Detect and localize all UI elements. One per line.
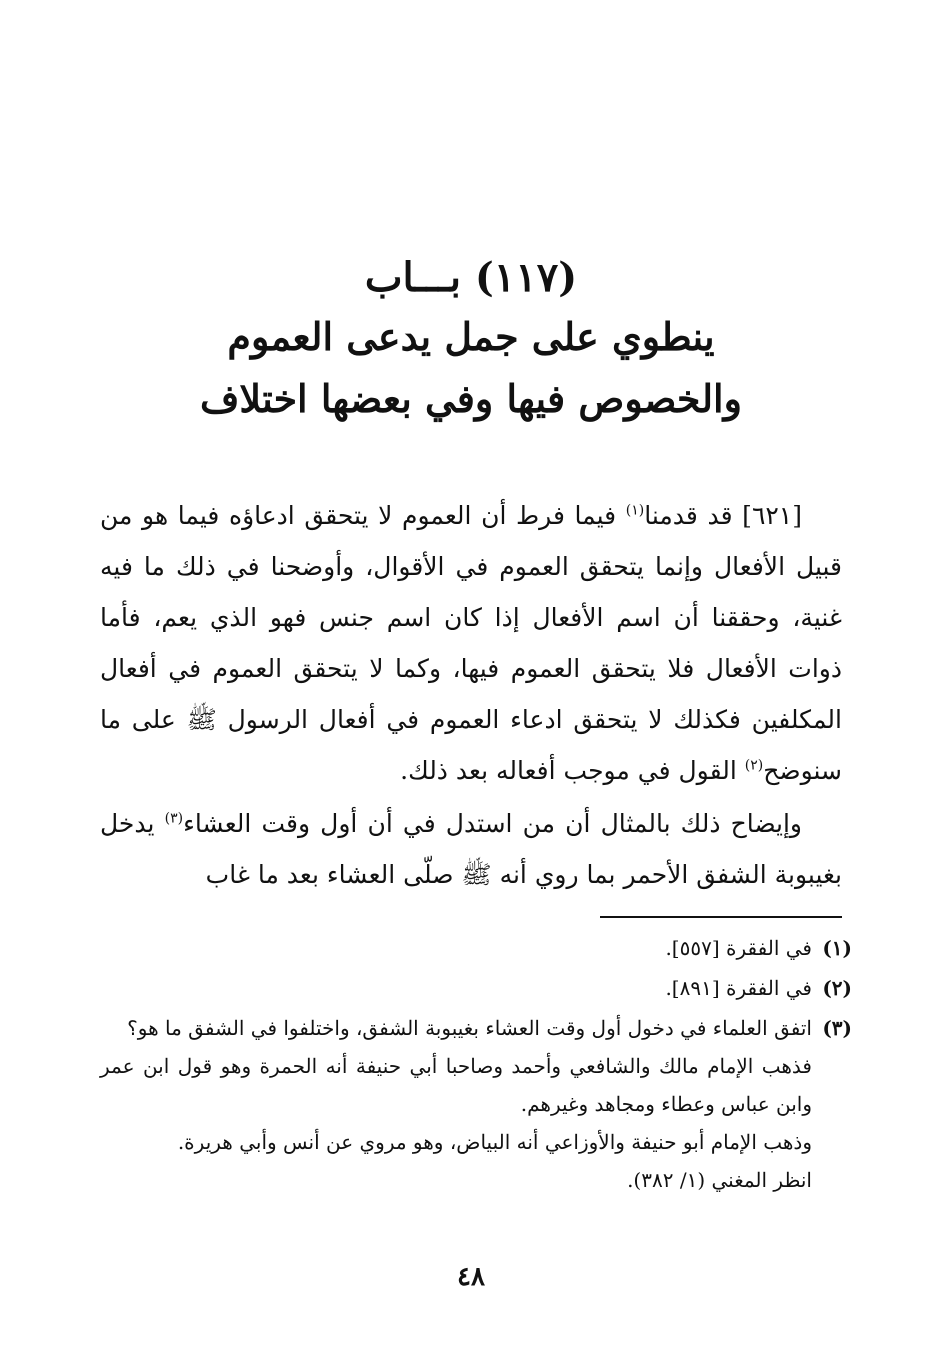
footnote-number: (١) (822, 936, 852, 960)
footnote-text: في الفقرة [٨٩١]. (665, 976, 812, 1000)
footnote-separator (600, 916, 842, 918)
chapter-number-title: (١١٧) بـــاب (364, 254, 578, 301)
footnote-number: (٢) (822, 976, 852, 1000)
paragraph-example (100, 798, 842, 900)
chapter-heading (100, 250, 842, 430)
footnote-text: وذهب الإمام أبو حنيفة والأوزاعي أنه البياض، وهو مروي عن أنس وأبي هريرة. (177, 1130, 812, 1154)
paragraph-text: فيما فرط أن العموم لا يتحقق ادعاؤه فيما هو من قبيل الأفعال وإنما يتحقق العموم في الأقوال، وأوضحنا في ذلك ما فيه غنية، وحققنا أن اسم الأفعال إذا كان اسم جنس فهو الذي يعم، فأما ذوات الأفعال فلا يتحقق العموم فيها، وكما لا يتحقق العموم في أفعال المكلفين فكذلك لا يتحقق ادعاء العموم في أفعال الرسول ﷺ على ما سنوضح (100, 501, 843, 785)
chapter-subtitle-line-2: والخصوص فيها وفي بعضها اختلاف (200, 376, 742, 421)
paragraph-text: [٦٢١] قد قدمنا (644, 501, 802, 530)
footnote-2 (100, 969, 852, 1007)
footnote-text: انظر المغني (١/ ٣٨٢). (627, 1168, 812, 1192)
footnote-1 (100, 929, 852, 967)
paragraph-text: القول في موجب أفعاله بعد ذلك. (400, 756, 745, 785)
paragraph-621 (100, 490, 842, 796)
footnote-3 (100, 1009, 852, 1199)
footnote-ref-2: (٢) (744, 757, 764, 774)
footnotes (100, 929, 852, 1199)
footnote-text: في الفقرة [٥٥٧]. (665, 936, 812, 960)
paragraph-text: وإيضاح ذلك بالمثال أن من استدل في أن أول وقت العشاء (183, 809, 803, 838)
footnote-text: فذهب الإمام مالك والشافعي وأحمد وصاحبا أبي حنيفة أنه الحمرة وهو قول ابن عمر وابن عباس وعطاء ومجاهد وغيرهم. (100, 1054, 812, 1116)
footnote-ref-3: (٣) (164, 810, 184, 827)
main-text (100, 490, 842, 900)
footnote-text: اتفق العلماء في دخول أول وقت العشاء بغيبوبة الشفق، واختلفوا في الشفق ما هو؟ (127, 1016, 812, 1040)
page-number: ٤٨ (457, 1262, 485, 1292)
paragraph-text: يدخل بغيبوبة الشفق الأحمر بما روي أنه ﷺ صلّى العشاء بعد ما غاب (100, 809, 842, 889)
chapter-subtitle-line-1: ينطوي على جمل يدعى العموم (227, 314, 715, 359)
footnote-number: (٣) (822, 1016, 852, 1040)
footnote-ref-1: (١) (625, 502, 645, 519)
